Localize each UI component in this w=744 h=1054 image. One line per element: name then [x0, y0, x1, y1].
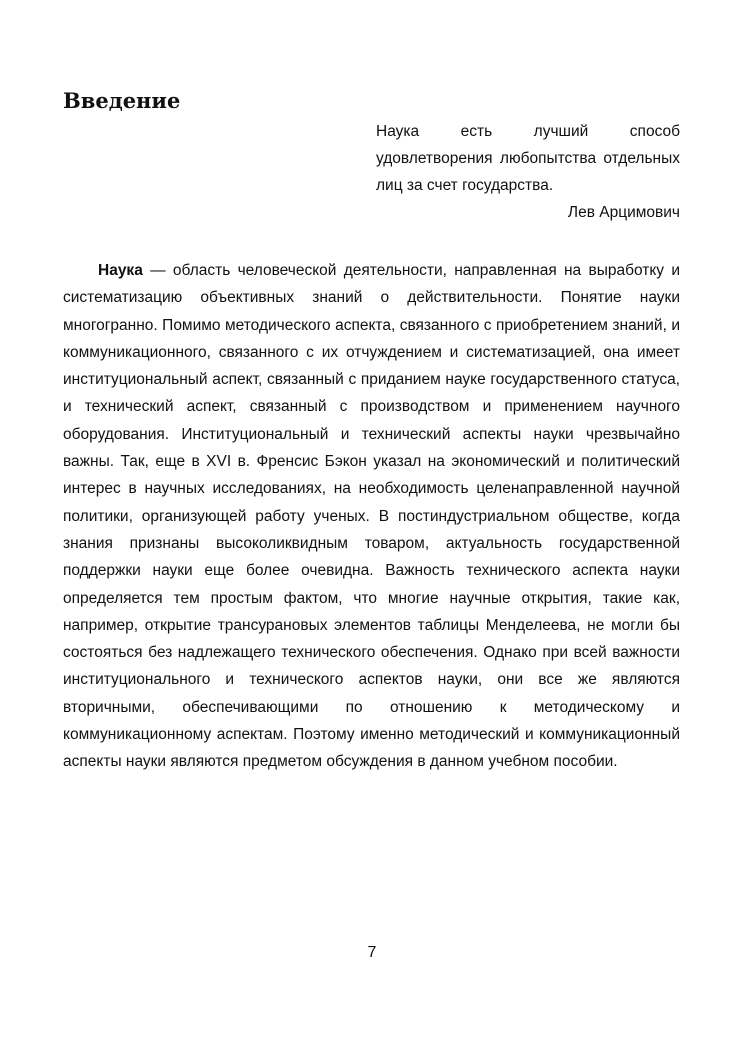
epigraph — [376, 118, 680, 226]
defined-term: Наука — [98, 262, 143, 279]
section-heading: Введение — [63, 88, 181, 113]
page-number: 7 — [367, 944, 377, 961]
epigraph-quote: Наука есть лучший способ удовлетворения любопытства отдельных лиц за счет государства. — [376, 123, 680, 194]
epigraph-author: Лев Арцимович — [567, 204, 680, 221]
body-text: — область человеческой деятельности, направленная на выработку и систематизацию объективных знаний о действительности. Понятие науки многогранно. Помимо методического аспекта, связанного с приобретением знаний, и коммуникационного, связанного с их отчуждением и систематизацией, она имеет институциональный аспект, связанный с приданием науке государственного статуса, и технический аспект, связанный с производством и применением научного оборудования. Институциональный и технический аспекты науки чрезвычайно важны. Так, еще в XVI в. Френсис Бэкон указал на экономический и политический интерес в научных исследованиях, на необходимость целенаправленной научной политики, организующей работу ученых. В постиндустриальном обществе, когда знания признаны высоколиквидным товаром, актуальность государственной поддержки науки еще более очевидна. Важность технического аспекта науки определяется тем простым фактом, что многие научные открытия, такие как, например, открытие трансурановых элементов таблицы Менделеева, не могли бы состояться без надлежащего технического обеспечения. Однако при всей важности институционального и технического аспектов науки, они все же являются вторичными, обеспечивающими по отношению к методическому и коммуникационному аспектам. Поэтому именно методический и коммуникационный аспекты науки являются предметом обсуждения в данном учебном пособии. — [63, 262, 680, 771]
body-paragraph — [63, 257, 680, 776]
